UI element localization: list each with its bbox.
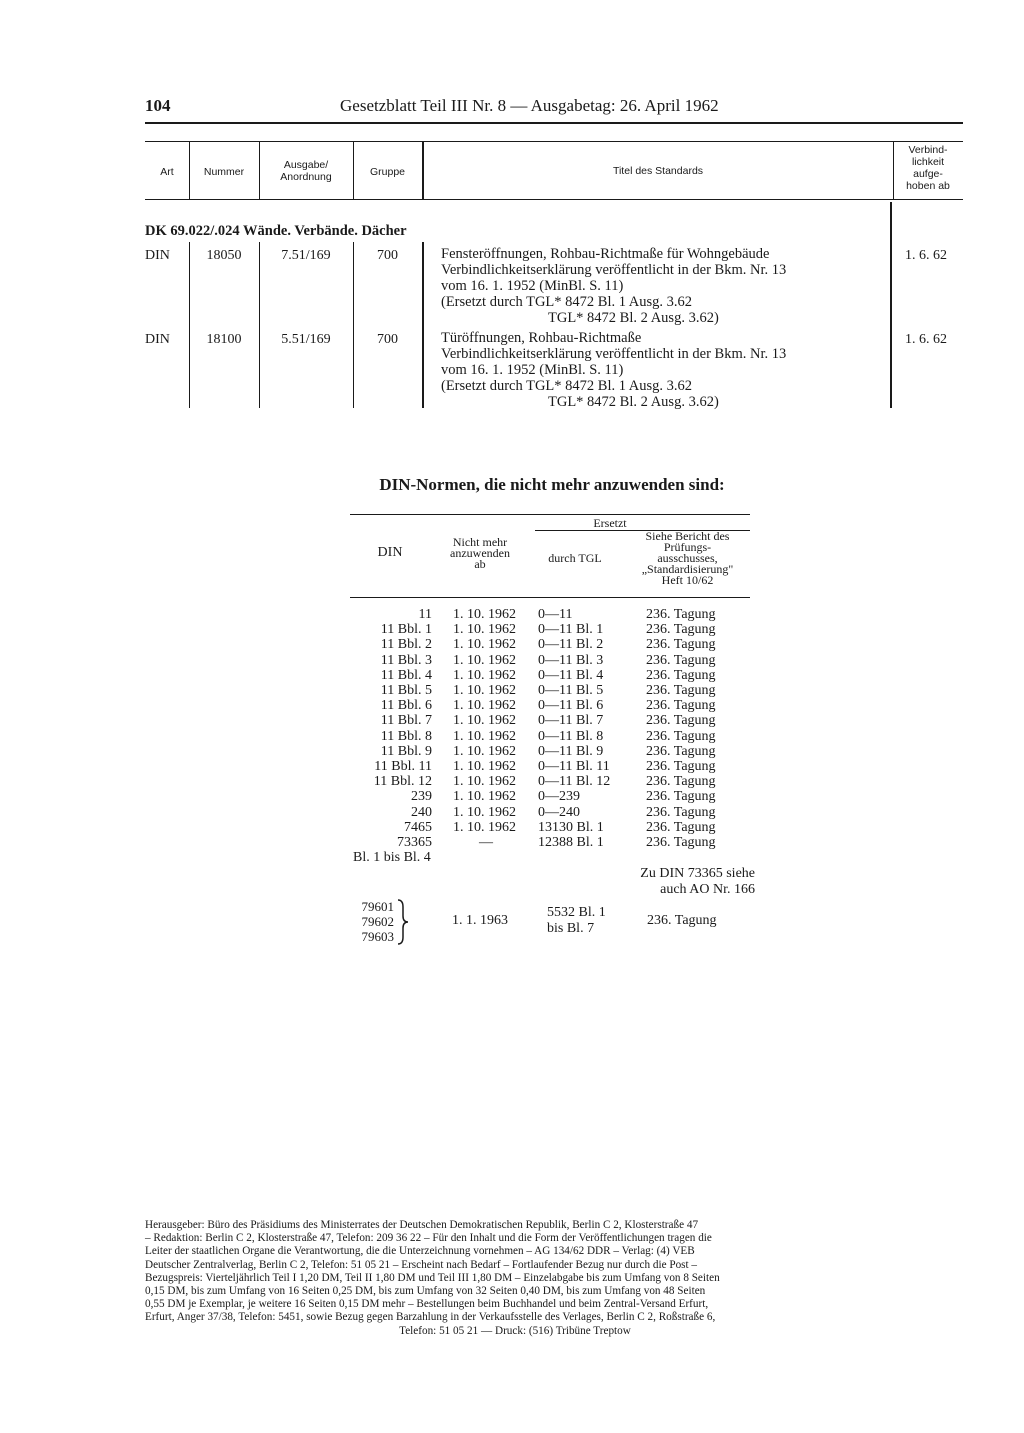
din-ab: 1. 10. 1962: [453, 622, 516, 638]
cell-nummer: 18100: [206, 332, 242, 347]
din-row: [340, 637, 760, 652]
din-bericht: 236. Tagung: [646, 728, 716, 744]
din-tgl: 0—240: [538, 804, 580, 820]
column-divider: [259, 242, 260, 408]
din-number: 11 Bbl. 6: [380, 698, 432, 714]
din-bericht: 236. Tagung: [646, 652, 716, 668]
din-tgl: 0—11 Bl. 5: [538, 683, 604, 698]
din-ab: —: [479, 835, 493, 850]
cell-nummer: 18050: [206, 248, 242, 263]
din-number: 11 Bbl. 5: [380, 683, 432, 698]
din-number: 11 Bbl. 11: [374, 759, 432, 774]
header-art: Art: [160, 166, 174, 178]
table-header-rule: [145, 199, 963, 200]
din-tgl: 0—11 Bl. 1: [538, 622, 604, 638]
header-verbindlichkeit: Verbind- lichkeit aufge- hoben ab: [906, 144, 950, 192]
group-tgl: 5532 Bl. 1 bis Bl. 7: [547, 905, 606, 936]
cell-art: DIN: [145, 332, 170, 347]
din-ab: 1. 10. 1962: [453, 819, 516, 835]
din-number: 11 Bbl. 2: [380, 637, 432, 653]
din-bericht: 236. Tagung: [646, 819, 716, 835]
din-ab: 1. 10. 1962: [453, 683, 516, 698]
din-note: Zu DIN 73365 siehe auch AO Nr. 166: [640, 866, 755, 897]
table-top-rule: [145, 141, 963, 142]
din-ab: 1. 10. 1962: [453, 713, 516, 729]
cell-aufgehoben: 1. 6. 62: [905, 332, 947, 347]
cell-gruppe: 700: [377, 332, 398, 347]
cell-gruppe: 700: [377, 248, 398, 263]
column-divider: [890, 202, 892, 408]
din-number: 11 Bbl. 8: [380, 728, 432, 744]
din-number: 239: [411, 789, 432, 805]
cell-ausgabe: 7.51/169: [281, 248, 331, 263]
din-row: [340, 698, 760, 713]
din-number: 11 Bbl. 4: [380, 667, 432, 683]
din-bericht: 236. Tagung: [646, 637, 716, 653]
din-row: [340, 759, 760, 774]
din-number: 240: [411, 804, 432, 820]
header-din: DIN: [377, 545, 403, 560]
header-nicht-mehr: Nicht mehr anzuwenden ab: [450, 535, 510, 571]
din-row: [340, 835, 760, 850]
din-bericht: 236. Tagung: [646, 774, 716, 790]
din-table-top-rule: [350, 514, 750, 515]
running-title: Gesetzblatt Teil III Nr. 8 — Ausgabetag: 26. April 1962: [340, 96, 719, 115]
header-gruppe: Gruppe: [369, 166, 406, 178]
din-number: 11 Bbl. 3: [380, 652, 432, 668]
column-divider: [353, 242, 354, 408]
group-ab: 1. 1. 1963: [452, 913, 508, 928]
din-tgl: 0—11 Bl. 7: [538, 713, 604, 729]
din-ab: 1. 10. 1962: [453, 637, 516, 653]
brace-icon: [396, 899, 410, 945]
din-table-title: DIN-Normen, die nicht mehr anzuwenden sind:: [379, 475, 725, 494]
cell-art: DIN: [145, 248, 170, 263]
page-number: 104: [145, 96, 171, 115]
din-number: 7465: [404, 819, 432, 835]
din-row: [340, 683, 760, 698]
din-number: 11 Bbl. 7: [380, 713, 432, 729]
din-bericht: 236. Tagung: [646, 622, 716, 638]
din-row: [340, 774, 760, 789]
din-tgl: 0—11 Bl. 12: [538, 774, 611, 790]
din-ab: 1. 10. 1962: [453, 743, 516, 759]
din-ab: 1. 10. 1962: [453, 607, 516, 622]
din-row: [340, 805, 760, 820]
din-number: 11: [418, 607, 432, 622]
group-din-numbers: 79601 79602 79603: [361, 899, 394, 944]
din-tgl: 0—11 Bl. 9: [538, 743, 604, 759]
din-number: 73365: [397, 835, 432, 850]
din-bericht: 236. Tagung: [646, 789, 716, 805]
header-durch-tgl: durch TGL: [548, 551, 602, 565]
din-table-header-rule: [350, 597, 750, 598]
din-tgl: 0—11 Bl. 4: [538, 667, 604, 683]
din-row: [340, 713, 760, 728]
din-bericht: 236. Tagung: [646, 683, 716, 698]
din-ab: 1. 10. 1962: [453, 667, 516, 683]
din-row: [340, 653, 760, 668]
din-number: 11 Bbl. 12: [373, 774, 432, 790]
header-titel: Titel des Standards: [612, 165, 704, 177]
din-row: [340, 820, 760, 835]
din-row: [340, 622, 760, 637]
din-bericht: 236. Tagung: [646, 698, 716, 714]
din-bericht: 236. Tagung: [646, 713, 716, 729]
din-bericht: 236. Tagung: [646, 607, 716, 622]
din-ab: 1. 10. 1962: [453, 728, 516, 744]
header-bericht: Siehe Bericht des Prüfungs- ausschusses, „Standardisierung" Heft 10/62: [641, 529, 734, 587]
din-ab: 1. 10. 1962: [453, 804, 516, 820]
din-ab: 1. 10. 1962: [453, 774, 516, 790]
din-bericht: 236. Tagung: [646, 743, 716, 759]
din-tgl: 0—11: [538, 607, 573, 622]
din-bericht: 236. Tagung: [646, 835, 716, 850]
din-tgl: 12388 Bl. 1: [538, 835, 604, 850]
din-tgl: 0—11 Bl. 3: [538, 652, 604, 668]
header-ersetzt: Ersetzt: [593, 516, 627, 530]
din-tgl: 0—11 Bl. 11: [538, 759, 610, 774]
header-ausgabe: Ausgabe/ Anordnung: [280, 159, 332, 183]
column-divider: [189, 242, 190, 408]
din-ab: 1. 10. 1962: [453, 759, 516, 774]
din-tgl: 0—11 Bl. 8: [538, 728, 604, 744]
din-tgl: 0—11 Bl. 2: [538, 637, 604, 653]
column-divider: [422, 242, 424, 408]
din-number: Bl. 1 bis Bl. 4: [353, 850, 431, 866]
din-ab: 1. 10. 1962: [453, 789, 516, 805]
din-row: [340, 850, 760, 865]
header-nummer: Nummer: [203, 166, 245, 178]
cell-ausgabe: 5.51/169: [281, 332, 331, 347]
din-number: 11 Bbl. 1: [380, 622, 432, 638]
din-tgl: 0—11 Bl. 6: [538, 698, 604, 714]
din-tgl: 13130 Bl. 1: [538, 819, 604, 835]
cell-aufgehoben: 1. 6. 62: [905, 248, 947, 263]
imprint: Herausgeber: Büro des Präsidiums des Ministerrates der Deutschen Demokratischen Republik, Berlin C 2, Klosterstraße 47 – Redaktion: Berlin C 2, Klosterstraße 47, Telefon: 209 36 22 – Für den Inhalt und die Form der Veröffentlichungen tragen die Leiter der staatlichen Organe die Verantwortung, die die Unterzeichnung vornehmen – AG 134/62 DDR – Verlag: (4) VEB Deutscher Zentralverlag, Berlin C 2, Telefon: 51 05 21 – Erscheint nach Bedarf – Fortlaufender Bezug nur durch die Post – Bezugspreis: Vierteljährlich Teil I 1,20 DM, Teil II 1,80 DM und Teil III 1,80 DM – Einzelabgabe bis zum Umfang von 8 Seiten 0,15 DM, bis zum Umfang von 16 Seiten 0,25 DM, bis zum Umfang von 32 Seiten 0,40 DM, bis zum Umfang von 48 Seiten 0,55 DM je Exemplar, je weitere 16 Seiten 0,15 DM mehr – Bestellungen beim Buchhandel und beim Zentral-Versand Erfurt, Erfurt, Anger 37/38, Telefon: 5451, sowie Bezug gegen Barzahlung in der Verkaufsstelle des Verlages, Berlin C 2, Roßstraße 6, Telefon: 51 05 21 — Druck: (516) Tribüne Treptow: [145, 1219, 720, 1337]
din-row: [340, 744, 760, 759]
din-bericht: 236. Tagung: [646, 804, 716, 820]
din-tgl: 0—239: [538, 789, 580, 805]
din-ab: 1. 10. 1962: [453, 652, 516, 668]
cell-titel: Türöffnungen, Rohbau-Richtmaße Verbindlichkeitserklärung veröffentlicht in der Bkm. Nr. 13 vom 16. 1. 1952 (MinBl. S. 11) (Ersetzt durch TGL* 8472 Bl. 1 Ausg. 3.62 TGL* 8472 Bl. 2 Ausg. 3.62): [441, 330, 787, 410]
din-row: [340, 607, 760, 622]
din-bericht: 236. Tagung: [646, 759, 716, 774]
cell-titel: Fensteröffnungen, Rohbau-Richtmaße für Wohngebäude Verbindlichkeitserklärung veröffentlicht in der Bkm. Nr. 13 vom 16. 1. 1952 (MinBl. S. 11) (Ersetzt durch TGL* 8472 Bl. 1 Ausg. 3.62 TGL* 8472 Bl. 2 Ausg. 3.62): [441, 246, 787, 326]
din-row: [340, 668, 760, 683]
din-bericht: 236. Tagung: [646, 667, 716, 683]
din-ab: 1. 10. 1962: [453, 698, 516, 714]
din-number: 11 Bbl. 9: [380, 743, 432, 759]
din-row: [340, 729, 760, 744]
din-row: [340, 789, 760, 804]
group-bericht: 236. Tagung: [647, 913, 717, 928]
section-heading: DK 69.022/.024 Wände. Verbände. Dächer: [145, 223, 407, 239]
header-rule: [145, 122, 963, 124]
